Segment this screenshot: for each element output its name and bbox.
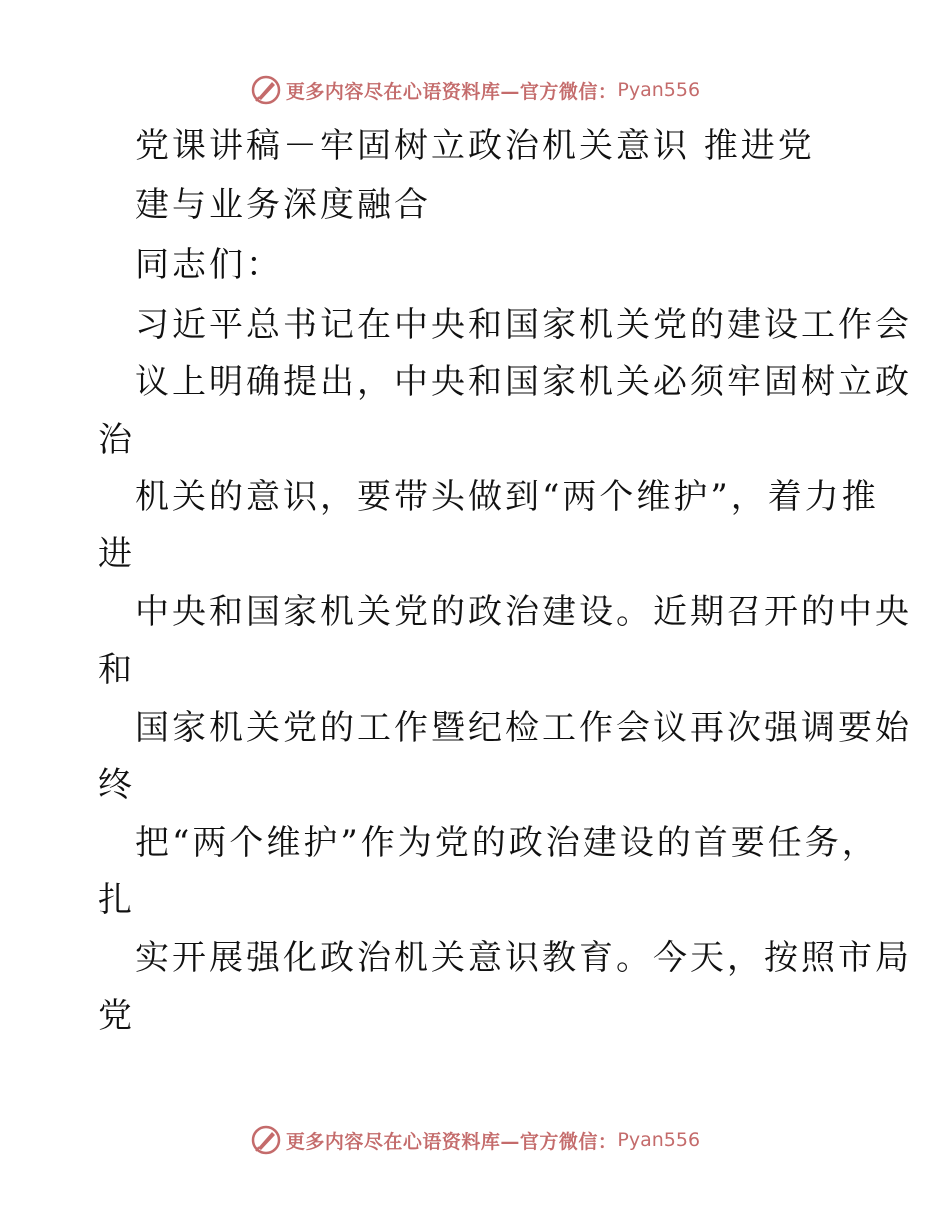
body-line: 习近平总书记在中央和国家机关党的建设工作会 xyxy=(135,305,912,345)
body-line: 把“两个维护”作为党的政治建设的首要任务， xyxy=(135,823,879,863)
body-line: 国家机关党的工作暨纪检工作会议再次强调要始 xyxy=(135,708,912,748)
header-watermark-banner xyxy=(0,70,950,110)
body-line: 实开展强化政治机关意识教育。今天，按照市局 xyxy=(135,938,912,978)
footer-watermark-banner xyxy=(0,1120,950,1160)
body-line: 中央和国家机关党的政治建设。近期召开的中央 xyxy=(135,592,912,632)
body-line: 机关的意识，要带头做到“两个维护”，着力推 xyxy=(135,477,879,517)
watermark-contact: Pyan556 xyxy=(617,79,701,101)
salutation: 同志们： xyxy=(135,245,283,285)
document-title-line-1: 党课讲稿－牢固树立政治机关意识 推进党 xyxy=(135,126,815,166)
watermark-text: 更多内容尽在心语资料库—官方微信： xyxy=(285,1130,618,1153)
body-line: 扎 xyxy=(98,880,135,920)
body-line: 党 xyxy=(98,996,135,1036)
document-title-line-2: 建与业务深度融合 xyxy=(135,185,431,225)
body-line: 议上明确提出，中央和国家机关必须牢固树立政 xyxy=(135,362,912,402)
watermark-contact: Pyan556 xyxy=(617,1129,701,1151)
body-line: 进 xyxy=(98,534,135,574)
body-line: 终 xyxy=(98,765,135,805)
quill-logo-icon xyxy=(250,1124,282,1156)
quill-logo-icon xyxy=(250,74,282,106)
watermark-text: 更多内容尽在心语资料库—官方微信： xyxy=(285,80,618,103)
body-line: 和 xyxy=(98,650,135,690)
body-line: 治 xyxy=(98,420,135,460)
